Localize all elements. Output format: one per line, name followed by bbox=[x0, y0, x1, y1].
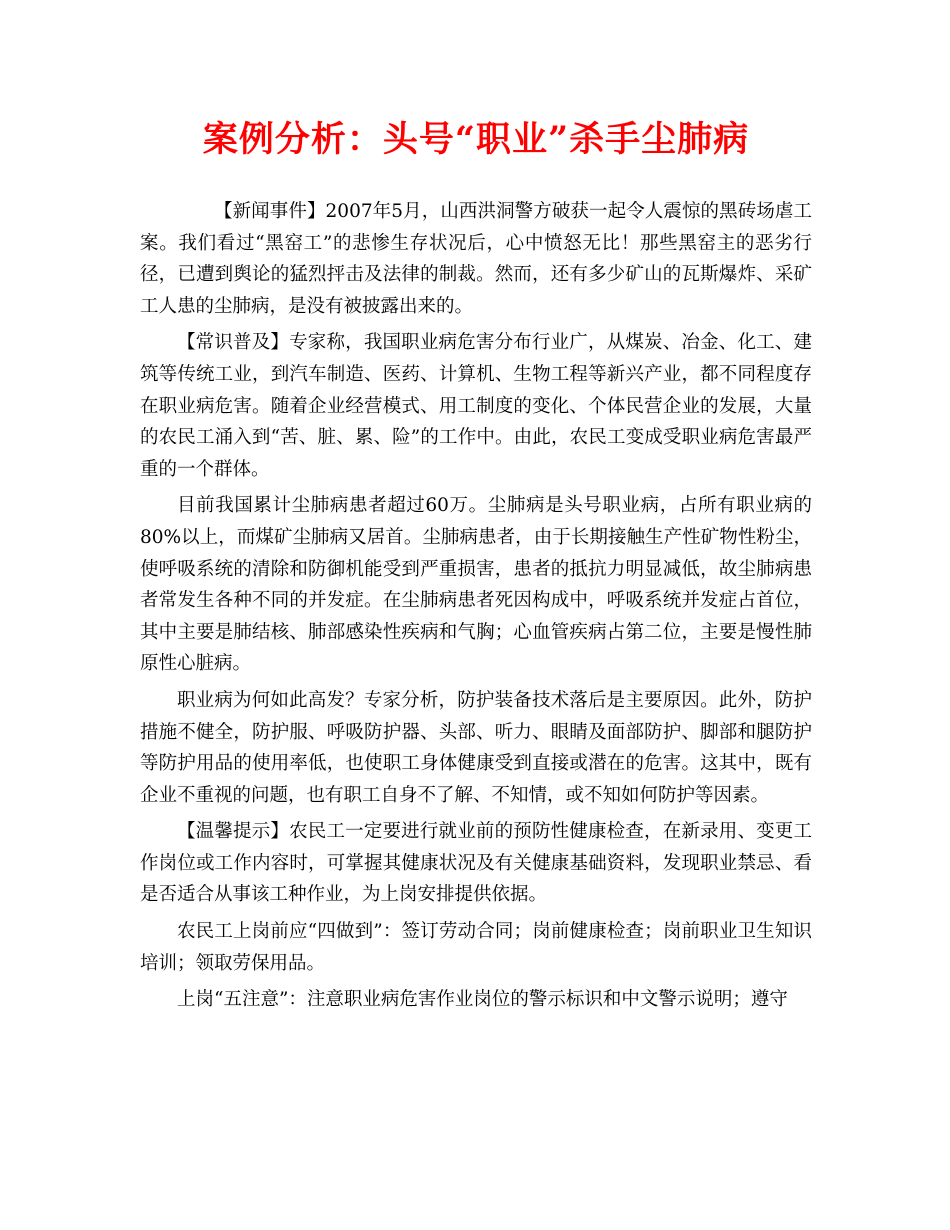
document-page bbox=[140, 118, 812, 1021]
paragraph-five-cautions: 上岗“五注意”：注意职业病危害作业岗位的警示标识和中文警示说明；遵守 bbox=[177, 989, 788, 1011]
paragraph-warm-tips: 【温馨提示】农民工一定要进行就业前的预防性健康检查，在新录用、变更工作岗位或工作内容时，可掌握其健康状况及有关健康基础资料，发现职业禁忌、看是否适合从事该工种作业，为上岗安排提供依据。 bbox=[140, 821, 812, 906]
paragraph-common-knowledge: 【常识普及】专家称，我国职业病危害分布行业广，从煤炭、冶金、化工、建筑等传统工业，到汽车制造、医药、计算机、生物工程等新兴产业，都不同程度存在职业病危害。随着企业经营模式、用工制度的变化、个体民营企业的发展，大量的农民工涌入到“苦、脏、累、险”的工作中。由此，农民工变成受职业病危害最严重的一个群体。 bbox=[140, 332, 812, 480]
paragraph-four-musts: 农民工上岗前应“四做到”：签订劳动合同；岗前健康检查；岗前职业卫生知识培训；领取劳保用品。 bbox=[140, 921, 812, 974]
paragraph-news-event: 【新闻事件】2007年5月，山西洪洞警方破获一起令人震惊的黑砖场虐工案。我们看过“黑窑工”的悲惨生存状况后，心中愤怒无比！那些黑窑主的恶劣行径，已遭到舆论的猛烈抨击及法律的制裁。然而，还有多少矿山的瓦斯爆炸、采矿工人患的尘肺病，是没有被披露出来的。 bbox=[140, 201, 812, 317]
paragraph-pneumoconiosis-stats: 目前我国累计尘肺病患者超过60万。尘肺病是头号职业病，占所有职业病的80%以上，而煤矿尘肺病又居首。尘肺病患者，由于长期接触生产性矿物性粉尘，使呼吸系统的清除和防御机能受到严重损害，患者的抵抗力明显减低，故尘肺病患者常发生各种不同的并发症。在尘肺病患者死因构成中，呼吸系统并发症占首位，其中主要是肺结核、肺部感染性疾病和气胸；心血管疾病占第二位，主要是慢性肺原性心脏病。 bbox=[140, 495, 812, 675]
paragraph-high-incidence: 职业病为何如此高发？专家分析，防护装备技术落后是主要原因。此外，防护措施不健全，防护服、呼吸防护器、头部、听力、眼睛及面部防护、脚部和腿防护等防护用品的使用率低，也使职工身体健康受到直接或潜在的危害。这其中，既有企业不重视的问题，也有职工自身不了解、不知情，或不知如何防护等因素。 bbox=[140, 689, 812, 806]
document-title: 案例分析：头号“职业”杀手尘肺病 bbox=[202, 119, 750, 160]
